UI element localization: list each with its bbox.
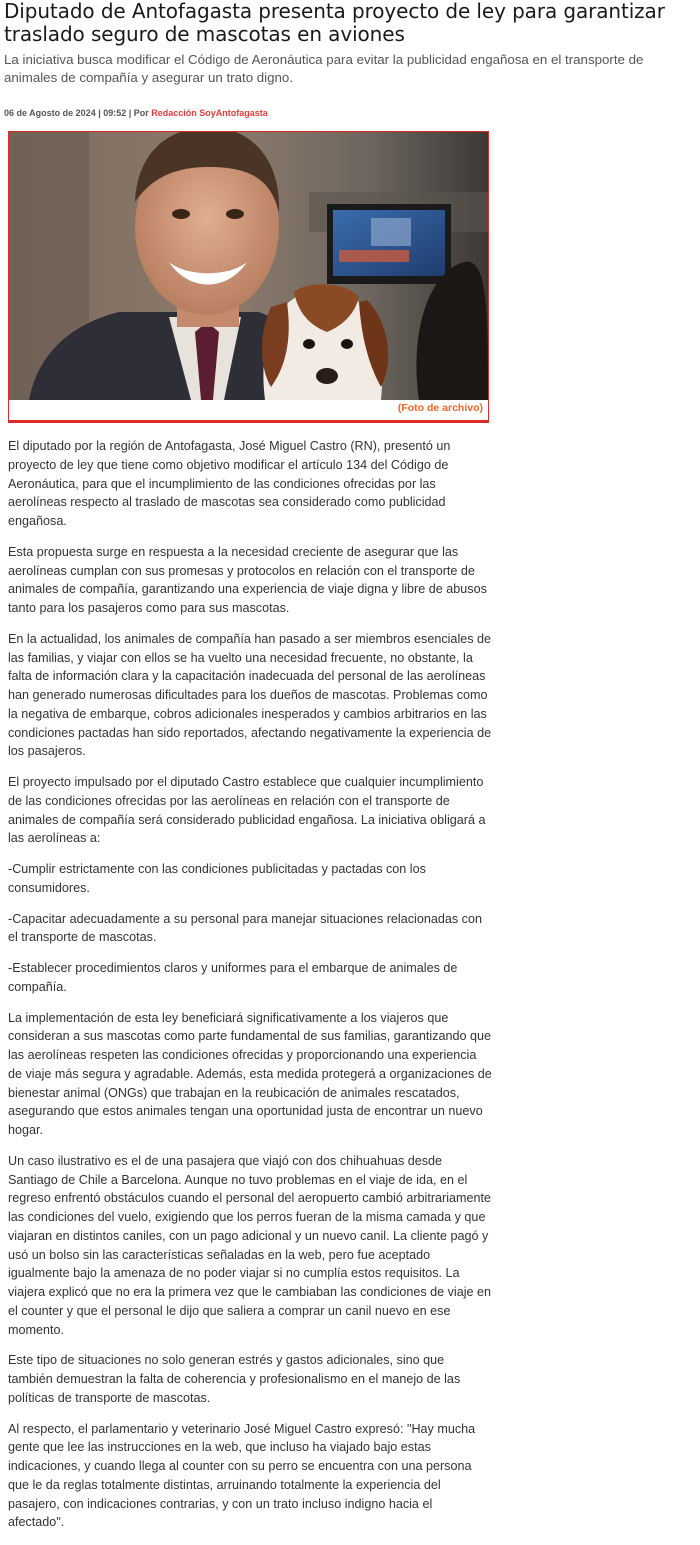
article-figure bbox=[8, 131, 489, 423]
article-meta bbox=[4, 107, 268, 119]
article-paragraph: En la actualidad, los animales de compañía han pasado a ser miembros esenciales de las familias, y viajar con ellos se ha vuelto una necesidad frecuente, no obstante, la falta de información clara y la capacitación inadecuada del personal de las aerolíneas han generado numerosas dificultades para los dueños de mascotas. Problemas como la negativa de embarque, cobros adicionales inesperados y cambios arbitrarios en las condiciones pactadas han sido reportados, afectando negativamente la experiencia de los pasajeros. bbox=[8, 631, 492, 759]
article-paragraph: -Cumplir estrictamente con las condiciones publicitadas y pactadas con los consumidores. bbox=[8, 862, 426, 895]
article-paragraph: El proyecto impulsado por el diputado Castro establece que cualquier incumplimiento de las condiciones ofrecidas por las aerolíneas en relación con el transporte de animales de compañía será considerado publicidad engañosa. La iniciativa obligará a las aerolíneas a: bbox=[8, 775, 486, 846]
article-paragraph: Al respecto, el parlamentario y veterinario José Miguel Castro expresó: "Hay mucha gente que lee las instrucciones en la web, que incluso ha viajado bajo estas indicaciones, y cuando llega al counter con su perro se encuentra con una persona que le da reglas totalmente distintas, arruinando totalmente la experiencia del pasajero, con indicaciones contrarias, y con un trato incluso indigno hacia el afectado". bbox=[8, 1421, 476, 1530]
image-caption: (Foto de archivo) bbox=[397, 402, 483, 414]
article-body bbox=[8, 437, 492, 1544]
article-title: Diputado de Antofagasta presenta proyecto de ley para garantizar traslado seguro de mascotas en aviones bbox=[4, 0, 665, 46]
article-subtitle: La iniciativa busca modificar el Código de Aeronáutica para evitar la publicidad engañosa en el transporte de animales de compañía y asegurar un trato digno. bbox=[4, 52, 644, 85]
article-paragraph: El diputado por la región de Antofagasta, José Miguel Castro (RN), presentó un proyecto de ley que tiene como objetivo modificar el artículo 134 del Código de Aeronáutica, para que el incumplimiento de las condiciones ofrecidas por las aerolíneas respecto al traslado de mascotas sea considerado como publicidad engañosa. bbox=[8, 439, 451, 528]
article-date: 06 de Agosto de 2024 | 09:52 | Por bbox=[4, 108, 149, 118]
article-paragraph: Esta propuesta surge en respuesta a la necesidad creciente de asegurar que las aerolíneas cumplan con sus promesas y protocolos en relación con el transporte de animales de compañía, garantizando una experiencia de viaje digna y libre de abusos tanto para los pasajeros como para sus mascotas. bbox=[8, 544, 487, 615]
author-link[interactable]: Redacción SoyAntofagasta bbox=[151, 108, 268, 118]
article-paragraph: La implementación de esta ley beneficiará significativamente a los viajeros que consideran a sus mascotas como parte fundamental de sus familias, garantizando que las aerolíneas respeten las condiciones ofrecidas y proporcionando una experiencia de viaje más segura y agradable. Además, esta medida protegerá a organizaciones de bienestar animal (ONGs) que trabajan en la reubicación de animales rescatados, asegurando que estos animales tengan una oportunidad justa de encontrar un nuevo hogar. bbox=[8, 1010, 492, 1137]
article-paragraph: Este tipo de situaciones no solo generan estrés y gastos adicionales, sino que también demuestran la falta de coherencia y profesionalismo en el manejo de las políticas de transporte de mascotas. bbox=[8, 1353, 461, 1405]
article-paragraph: Un caso ilustrativo es el de una pasajera que viajó con dos chihuahuas desde Santiago de Chile a Barcelona. Aunque no tuvo problemas en el viaje de ida, en el regreso enfrentó obstáculos cuando el personal del aeropuerto cambió arbitrariamente las condiciones del vuelo, exigiendo que los perros fueran de la misma camada y que viajaran en distintos caniles, con un pago adicional y un nuevo canil. La cliente pagó y usó un bolso sin las características señaladas en la web, pero fue aceptado igualmente bajo la amenaza de no poder viajar si no cumplía estos requisitos. La viajera explicó que no era la primera vez que le cambiaban las condiciones de viaje en el counter y que el personal le dijo que saliera a comprar un canil nuevo en ese momento. bbox=[8, 1153, 492, 1337]
article-paragraph: -Capacitar adecuadamente a su personal para manejar situaciones relacionadas con el transporte de mascotas. bbox=[8, 911, 482, 945]
article-paragraph: -Establecer procedimientos claros y uniformes para el embarque de animales de compañía. bbox=[8, 961, 458, 994]
article-photo bbox=[9, 132, 488, 400]
